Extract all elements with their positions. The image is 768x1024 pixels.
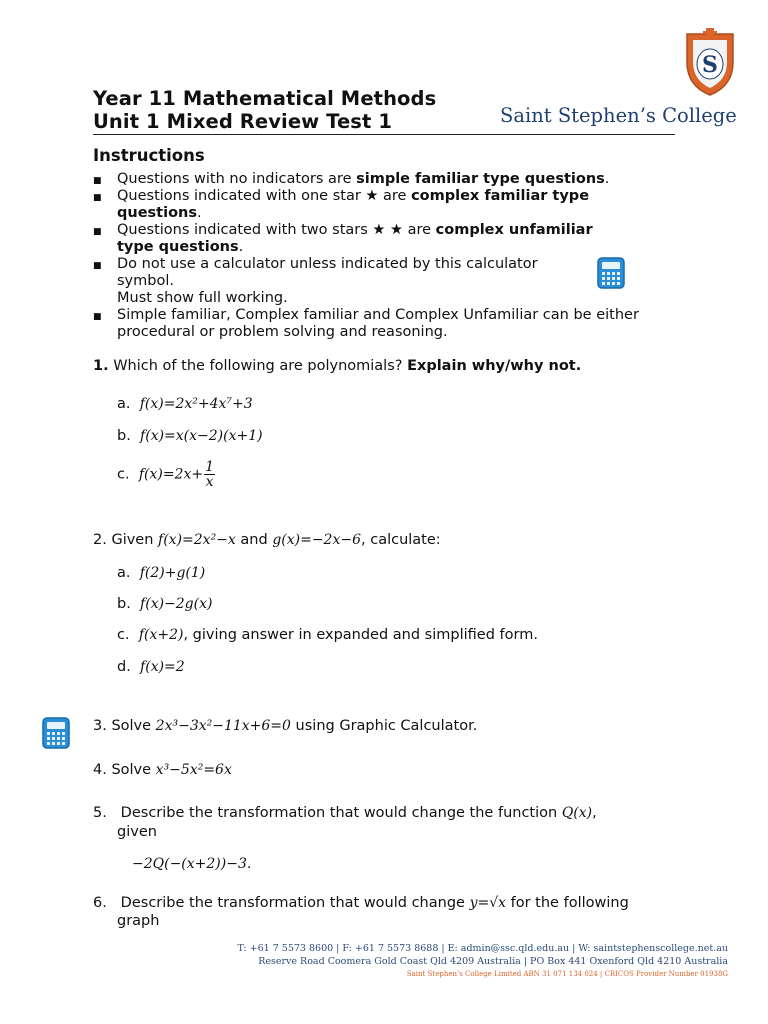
question-1a: a. f(x)=2x²+4x⁷+3 bbox=[117, 396, 253, 412]
question-1: 1. Which of the following are polynomials? Explain why/why not. bbox=[93, 358, 582, 374]
footer-legal: Saint Stephen’s College Limited ABN 31 071 134 024 | CRICOS Provider Number 01938G bbox=[406, 970, 728, 978]
question-4: 4. Solve x³−5x²=6x bbox=[93, 762, 232, 778]
instruction-complex-familiar: Questions indicated with one star ★ are complex familiar type bbox=[117, 188, 590, 204]
footer-contact: T: +61 7 5573 8600 | F: +61 7 5573 8688 | E: admin@ssc.qld.edu.au | W: saintstephenscollege.net.au bbox=[237, 943, 728, 954]
instructions-heading: Instructions bbox=[93, 146, 205, 165]
instruction-calculator-line2: symbol. bbox=[117, 273, 174, 289]
calculator-icon bbox=[597, 257, 625, 289]
college-crest-logo bbox=[681, 28, 739, 98]
instruction-simple-familiar: Questions with no indicators are simple familiar type questions. bbox=[117, 171, 610, 187]
question-6-line2: graph bbox=[117, 913, 160, 929]
bullet-marker: ■ bbox=[93, 227, 102, 237]
document-title-line2: Unit 1 Mixed Review Test 1 bbox=[93, 110, 392, 133]
question-5-expression: −2Q(−(x+2))−3. bbox=[132, 856, 252, 872]
question-1c: c. f(x)=2x+ $\frac{1}{x}$ bbox=[117, 459, 214, 490]
instruction-categories-line1: Simple familiar, Complex familiar and Complex Unfamiliar can be either bbox=[117, 307, 639, 323]
question-5-line2: given bbox=[117, 824, 157, 840]
bullet-marker: ■ bbox=[93, 193, 102, 203]
instruction-complex-familiar-cont: questions. bbox=[117, 205, 202, 221]
question-2a: a. f(2)+g(1) bbox=[117, 565, 206, 581]
question-2: 2. Given f(x)=2x²−x and g(x)=−2x−6, calculate: bbox=[93, 532, 441, 548]
question-3: 3. Solve 2x³−3x²−11x+6=0 using Graphic Calculator. bbox=[93, 718, 478, 734]
bullet-marker: ■ bbox=[93, 176, 102, 186]
question-2c: c. f(x+2), giving answer in expanded and simplified form. bbox=[117, 627, 538, 643]
footer-address: Reserve Road Coomera Gold Coast Qld 4209 Australia | PO Box 441 Oxenford Qld 4210 Australia bbox=[258, 956, 728, 967]
question-1b: b. f(x)=x(x−2)(x+1) bbox=[117, 428, 263, 444]
document-title-line1: Year 11 Mathematical Methods bbox=[93, 87, 437, 110]
instruction-full-working: Must show full working. bbox=[117, 290, 288, 306]
svg-text:S: S bbox=[702, 52, 718, 78]
bullet-marker: ■ bbox=[93, 261, 102, 271]
question-6: 6. Describe the transformation that would change y=√x for the following bbox=[93, 895, 629, 911]
instruction-complex-unfamiliar: Questions indicated with two stars ★ ★ are complex unfamiliar bbox=[117, 222, 593, 238]
instruction-calculator-line1: Do not use a calculator unless indicated by this calculator bbox=[117, 256, 538, 272]
college-name: Saint Stephen’s College bbox=[500, 104, 737, 127]
header-divider bbox=[93, 134, 675, 135]
instruction-categories-line2: procedural or problem solving and reasoning. bbox=[117, 324, 448, 340]
bullet-marker: ■ bbox=[93, 312, 102, 322]
question-2d: d. f(x)=2 bbox=[117, 659, 185, 675]
calculator-icon bbox=[42, 717, 70, 749]
question-2b: b. f(x)−2g(x) bbox=[117, 596, 213, 612]
instruction-complex-unfamiliar-cont: type questions. bbox=[117, 239, 244, 255]
question-5: 5. Describe the transformation that would change the function Q(x), bbox=[93, 805, 597, 821]
